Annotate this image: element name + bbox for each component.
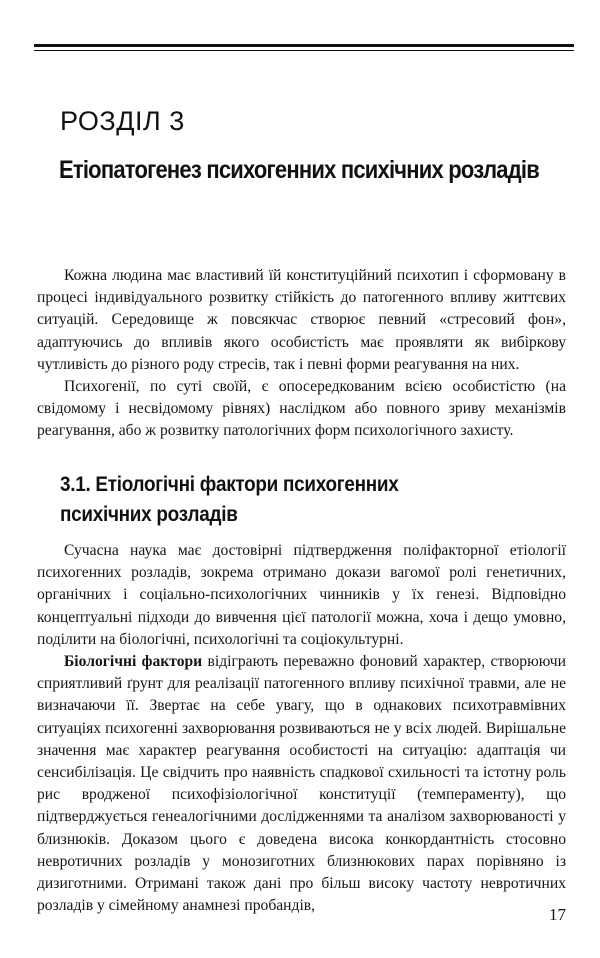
page-number: 17 (549, 905, 566, 924)
chapter-number: РОЗДІЛ 3 (60, 106, 185, 136)
intro-paragraph: Кожна людина має властивий їй конституційний психотип і сформовану в процесі індивідуального розвитку стійкість до патогенного впливу життєвих ситуацій. Середовище ж повсякчас створює певний «стресовий фон», адаптуючись до впливів якого особистість має проявляти як вибіркову чутливість до різного роду стресів, так і певні форми реагування на них. (37, 267, 566, 373)
bold-term: Біологічні фактори (64, 653, 203, 671)
section-title: 3.1. Етіологічні фактори психогенних психічних розладів (60, 473, 399, 526)
body-paragraph: Сучасна наука має достовірні підтвердження поліфакторної етіології психогенних розладів, зокрема отримано докази вагомої ролі генетичних, органічних і соціально-психологічних чинників у їх генезі. Відповідно концептуальні підходи до вивчення цієї патології можна, хоча і дещо умовно, поділити на біологічні, психологічні та соціокультурні. (37, 542, 566, 648)
chapter-title: Етіопатогенез психогенних психічних розладів (59, 156, 539, 184)
body-paragraph (37, 651, 566, 917)
header-rule (34, 44, 574, 47)
paragraph-continuation: відіграють переважно фоновий характер, створюючи сприятливий ґрунт для реалізації патогенного впливу психічної травми, але не визначаючи її. Звертає на себе увагу, що в однакових психотравмівних ситуаціях психогенні захворювання розвиваються не у всіх людей. Вирішальне значення має характер реагування особистості на ситуацію: адаптація чи сенсибілізація. Це свідчить про наявність спадкової схильності та істотну роль рис вродженої психофізіологічної конституції (темпераменту), що підтверджується генеалогічними дослідженнями та аналізом захворюваності у близнюків. Доказом цього є доведена висока конкордантність стосовно невротичних розладів у монозиготних близнюкових парах порівняно із дизиготними. Отримані також дані про більш високу частоту невротичних розладів у сімейному анамнезі пробандів, (37, 653, 566, 915)
section-text (37, 540, 566, 917)
intro-text (37, 265, 566, 443)
intro-paragraph: Психогенії, по суті своїй, є опосередкованим всією особистістю (на свідомому і несвідомому рівнях) наслідком або повного зриву механізмів реагування, або ж розвитку патологічних форм психологічного захисту. (37, 378, 566, 440)
